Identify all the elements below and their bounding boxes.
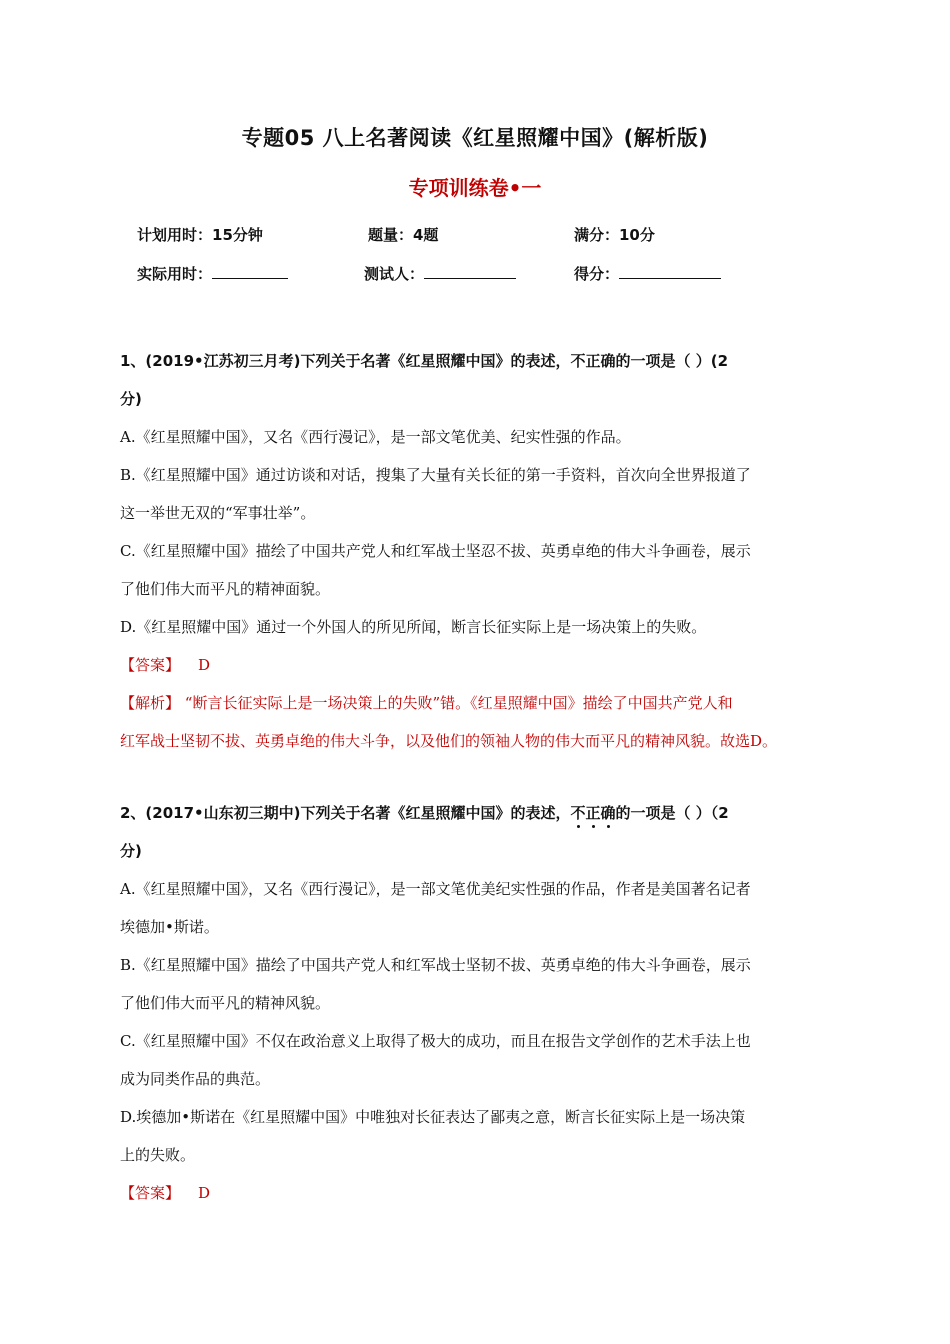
question-1-answer xyxy=(120,646,832,684)
question-2-option-b-cont: 了他们伟大而平凡的精神风貌。 xyxy=(120,994,331,1012)
question-2-option-a: A.《红星照耀中国》，又名《西行漫记》，是一部文笔优美纪实性强的作品，作者是美国著名记者 xyxy=(120,880,751,898)
meta-tester-label: 测试人： xyxy=(364,265,425,283)
question-1-option-b: B.《红星照耀中国》通过访谈和对话，搜集了大量有关长征的第一手资料，首次向全世界报道了 xyxy=(120,466,751,484)
question-1-option-c-cont: 了他们伟大而平凡的精神面貌。 xyxy=(120,580,331,598)
meta-score xyxy=(574,263,721,284)
question-2-stem xyxy=(120,794,832,832)
page-title: 专题05 八上名著阅读《红星照耀中国》(解析版) xyxy=(241,126,709,150)
question-2-stem-prefix: 2、(2017•山东初三期中)下列关于名著《红星照耀中国》的表述， xyxy=(120,804,571,822)
question-2-option-c-cont: 成为同类作品的典范。 xyxy=(120,1070,271,1088)
emphasis-char: 确 xyxy=(601,804,616,822)
question-1-option-b-cont: 这一举世无双的“军事壮举”。 xyxy=(120,504,316,522)
question-2-answer xyxy=(120,1174,832,1212)
answer-value: D xyxy=(198,656,211,674)
question-2 xyxy=(120,794,832,1212)
question-2-stem-cont: 分) xyxy=(120,842,142,860)
question-2-emphasis xyxy=(571,804,616,822)
question-2-stem-suffix: 的一项是（ ）（2 xyxy=(615,804,729,822)
answer-value: D xyxy=(198,1184,211,1202)
emphasis-dot xyxy=(592,825,595,828)
answer-tag: 【答案】 xyxy=(120,656,181,674)
emphasis-dot xyxy=(607,825,610,828)
question-1-stem: 1、(2019•江苏初三月考)下列关于名著《红星照耀中国》的表述，不正确的一项是（ ）(2 xyxy=(120,352,729,370)
question-2-option-d-cont: 上的失败。 xyxy=(120,1146,196,1164)
page-subtitle: 专项训练卷•一 xyxy=(408,176,542,200)
analysis-tag: 【解析】 xyxy=(120,694,181,712)
meta-question-count: 题量：4题 xyxy=(368,226,439,244)
question-2-option-a-cont: 埃德加•斯诺。 xyxy=(120,918,219,936)
meta-actual-time xyxy=(137,263,288,284)
answer-tag: 【答案】 xyxy=(120,1184,181,1202)
meta-plan-time: 计划用时：15分钟 xyxy=(137,226,263,244)
emphasis-dot xyxy=(577,825,580,828)
question-1-analysis xyxy=(120,684,832,722)
score-blank[interactable] xyxy=(619,264,721,279)
question-1-stem-cont: 分) xyxy=(120,390,142,408)
analysis-text: “断言长征实际上是一场决策上的失败”错。《红星照耀中国》描绘了中国共产党人和 xyxy=(180,694,733,712)
tester-blank[interactable] xyxy=(424,264,516,279)
actual-time-blank[interactable] xyxy=(212,264,288,279)
emphasis-text xyxy=(571,804,616,822)
question-1-analysis-cont: 红军战士坚韧不拔、英勇卓绝的伟大斗争，以及他们的领袖人物的伟大而平凡的精神风貌。故选D。 xyxy=(120,732,778,750)
meta-actual-time-label: 实际用时： xyxy=(137,265,213,283)
question-1-option-c: C.《红星照耀中国》描绘了中国共产党人和红军战士坚忍不拔、英勇卓绝的伟大斗争画卷，展示 xyxy=(120,542,751,560)
question-1 xyxy=(120,342,832,760)
emphasis-char: 正 xyxy=(586,804,601,822)
question-1-option-a: A.《红星照耀中国》，又名《西行漫记》，是一部文笔优美、纪实性强的作品。 xyxy=(120,428,631,446)
emphasis-char: 不 xyxy=(571,804,586,822)
meta-full-score: 满分：10分 xyxy=(574,226,655,244)
question-2-option-d: D.埃德加•斯诺在《红星照耀中国》中唯独对长征表达了鄙夷之意，断言长征实际上是一场决策 xyxy=(120,1108,746,1126)
meta-tester xyxy=(364,263,516,284)
meta-score-label: 得分： xyxy=(574,265,620,283)
question-1-option-d: D.《红星照耀中国》通过一个外国人的所见所闻，断言长征实际上是一场决策上的失败。 xyxy=(120,618,707,636)
question-2-option-c: C.《红星照耀中国》不仅在政治意义上取得了极大的成功，而且在报告文学创作的艺术手法上也 xyxy=(120,1032,751,1050)
question-2-option-b: B.《红星照耀中国》描绘了中国共产党人和红军战士坚韧不拔、英勇卓绝的伟大斗争画卷，展示 xyxy=(120,956,751,974)
